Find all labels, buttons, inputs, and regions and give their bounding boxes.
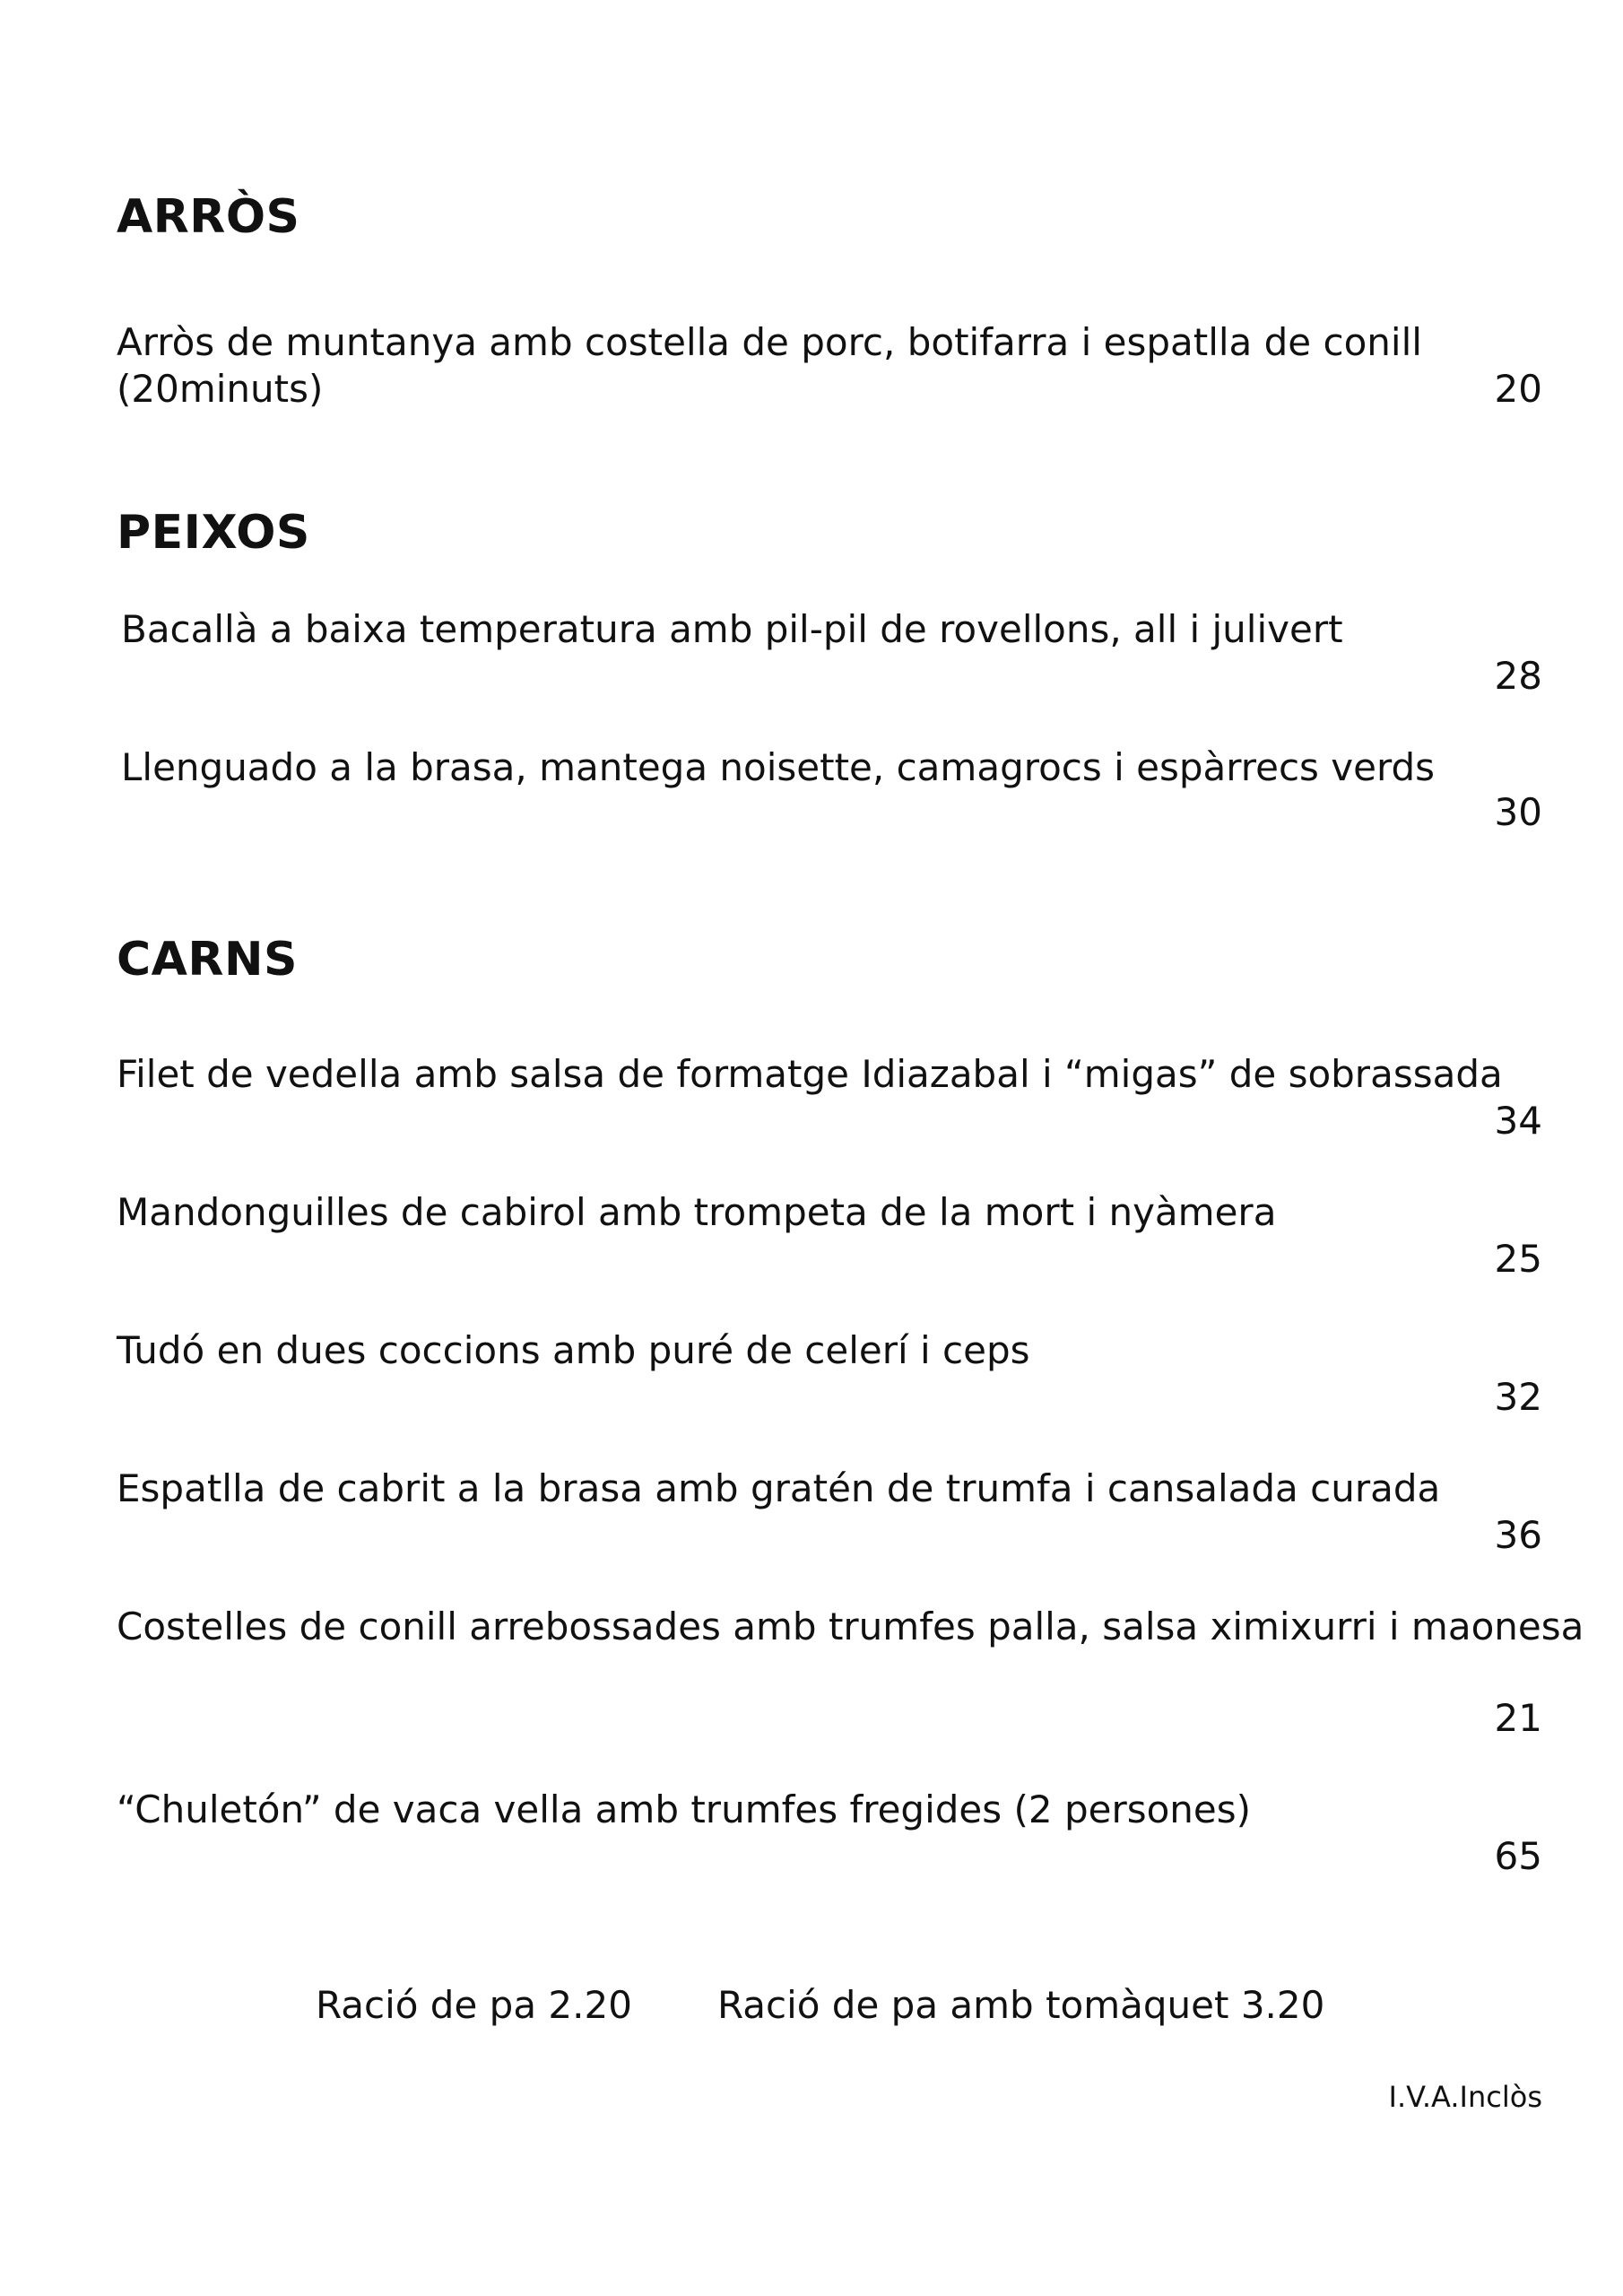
dish-price: 20	[1494, 367, 1542, 411]
section-title-carns: CARNS	[117, 933, 298, 987]
dish-name: Arròs de muntanya amb costella de porc, botifarra i espatlla de conill	[117, 320, 1422, 364]
dish-price: 28	[1494, 654, 1542, 698]
dish-price: 21	[1494, 1696, 1542, 1740]
dish-name: Espatlla de cabrit a la brasa amb gratén de trumfa i cansalada curada	[117, 1466, 1441, 1510]
bread-tomato-price: Ració de pa amb tomàquet 3.20	[717, 1983, 1325, 2027]
dish-name: Tudó en dues coccions amb puré de celerí i ceps	[117, 1328, 1030, 1372]
dish-name-continued: (20minuts)	[117, 367, 324, 411]
dish-price: 30	[1494, 790, 1542, 834]
bread-price: Ració de pa 2.20	[316, 1983, 632, 2027]
dish-name: Llenguado a la brasa, mantega noisette, camagrocs i espàrrecs verds	[121, 745, 1436, 789]
section-title-peixos: PEIXOS	[117, 506, 310, 560]
dish-price: 34	[1494, 1099, 1542, 1143]
dish-name: Costelles de conill arrebossades amb trumfes palla, salsa ximixurri i maonesa	[117, 1605, 1584, 1648]
dish-name: “Chuletón” de vaca vella amb trumfes fregides (2 persones)	[117, 1787, 1252, 1831]
dish-price: 36	[1494, 1513, 1542, 1557]
dish-name: Bacallà a baixa temperatura amb pil-pil de rovellons, all i julivert	[121, 607, 1343, 651]
dish-name: Filet de vedella amb salsa de formatge Idiazabal i “migas” de sobrassada	[117, 1052, 1503, 1096]
section-title-arros: ARRÒS	[117, 190, 300, 244]
dish-price: 32	[1494, 1375, 1542, 1419]
vat-note: I.V.A.Inclòs	[1388, 2080, 1542, 2114]
dish-price: 65	[1494, 1834, 1542, 1878]
dish-name: Mandonguilles de cabirol amb trompeta de la mort i nyàmera	[117, 1190, 1277, 1234]
dish-price: 25	[1494, 1237, 1542, 1281]
